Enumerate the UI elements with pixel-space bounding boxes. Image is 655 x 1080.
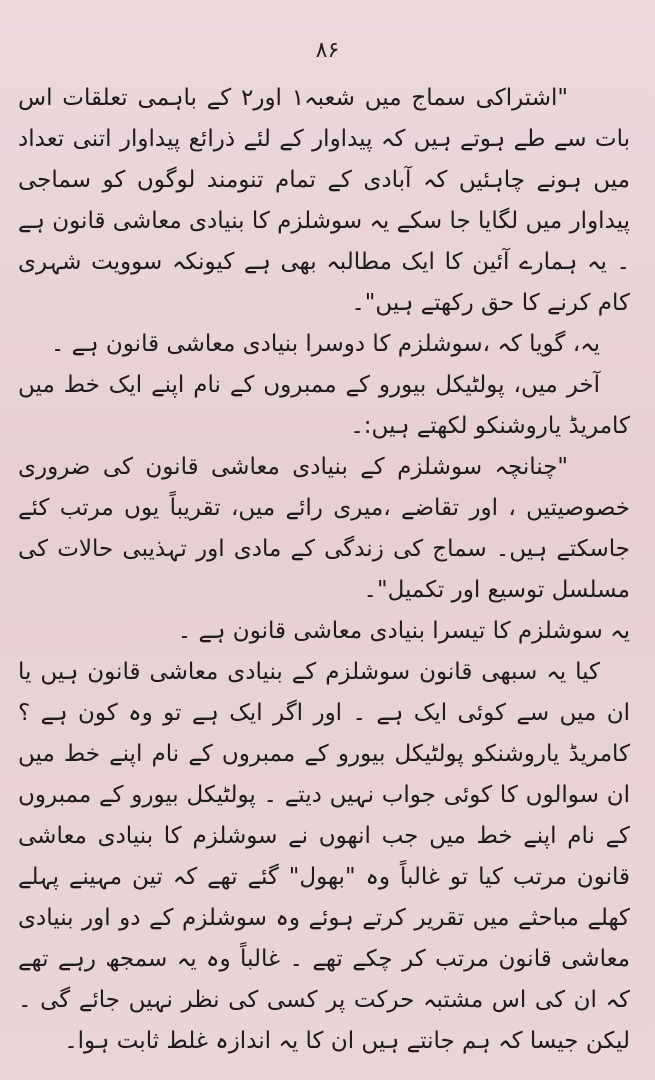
paragraph-quote-socialist-law-1: "اشتراکی سماج میں شعبہ۱ اور۲ کے باہمی تعلقات اس بات سے طے ہوتے ہیں کہ پیداوار کے لئے ذرائع پیداوار اتنی تعداد میں ہونے چاہئیں کہ آبادی کے تمام تنومند لوگوں کو سماجی پیداوار میں لگایا جا سکے یہ سوشلزم کا بنیادی معاشی قانون ہے ۔ یہ ہمارے آئین کا ایک مطالبہ بھی ہے کیونکہ سوویت شہری کام کرنے کا حق رکھتے ہیں"۔: [18, 85, 630, 316]
paragraph-questions: کیا یہ سبھی قانون سوشلزم کے بنیادی معاشی قانون ہیں یا ان میں سے کوئی ایک ہے ۔ اور اگر ایک ہے تو وہ کون ہے ؟ کامریڈ یاروشنکو پولٹیکل بیورو کے ممبروں کے نام اپنے خط میں ان سوالوں کا کوئی جواب نہیں دیتے ۔ پولٹیکل بیورو کے ممبروں کے نام اپنے خط میں جب انھوں نے سوشلزم کا بنیادی معاشی قانون مرتب کیا تو غالباً وہ "بھول" گئے تھے کہ تین مہینے پہلے کھلے مباحثے میں تقریر کرتے ہوئے وہ سوشلزم کے دو اور بنیادی معاشی قانون مرتب کر چکے تھے ۔ غالباً وہ یہ سمجھ رہے تھے کہ ان کی اس مشتبہ حرکت پر کسی کی نظر نہیں جائے گی ۔ لیکن جیسا کہ ہم جانتے ہیں ان کا یہ اندازہ غلط ثابت ہوا۔: [18, 659, 630, 1054]
page-number: ۸۶: [315, 38, 340, 63]
paragraph-quote-yaroshenko: "چنانچہ سوشلزم کے بنیادی معاشی قانون کی ضروری خصوصیتیں ، اور تقاضے ،میری رائے میں، تقریباً یوں مرتب کئے جاسکتے ہیں۔ سماج کی زندگی کے مادی اور تہذیبی حالات کی مسلسل توسیع اور تکمیل"۔: [18, 454, 630, 603]
paragraph-yaroshenko-intro: آخر میں، پولٹیکل بیورو کے ممبروں کے نام اپنے ایک خط میں کامریڈ یاروشنکو لکھتے ہیں:۔: [18, 372, 630, 439]
paragraph-third-law: یہ سوشلزم کا تیسرا بنیادی معاشی قانون ہے ۔: [177, 618, 630, 644]
page-body-text: [18, 78, 630, 1062]
paragraph-second-law: یہ، گویا کہ ،سوشلزم کا دوسرا بنیادی معاشی قانون ہے ۔: [50, 331, 600, 357]
